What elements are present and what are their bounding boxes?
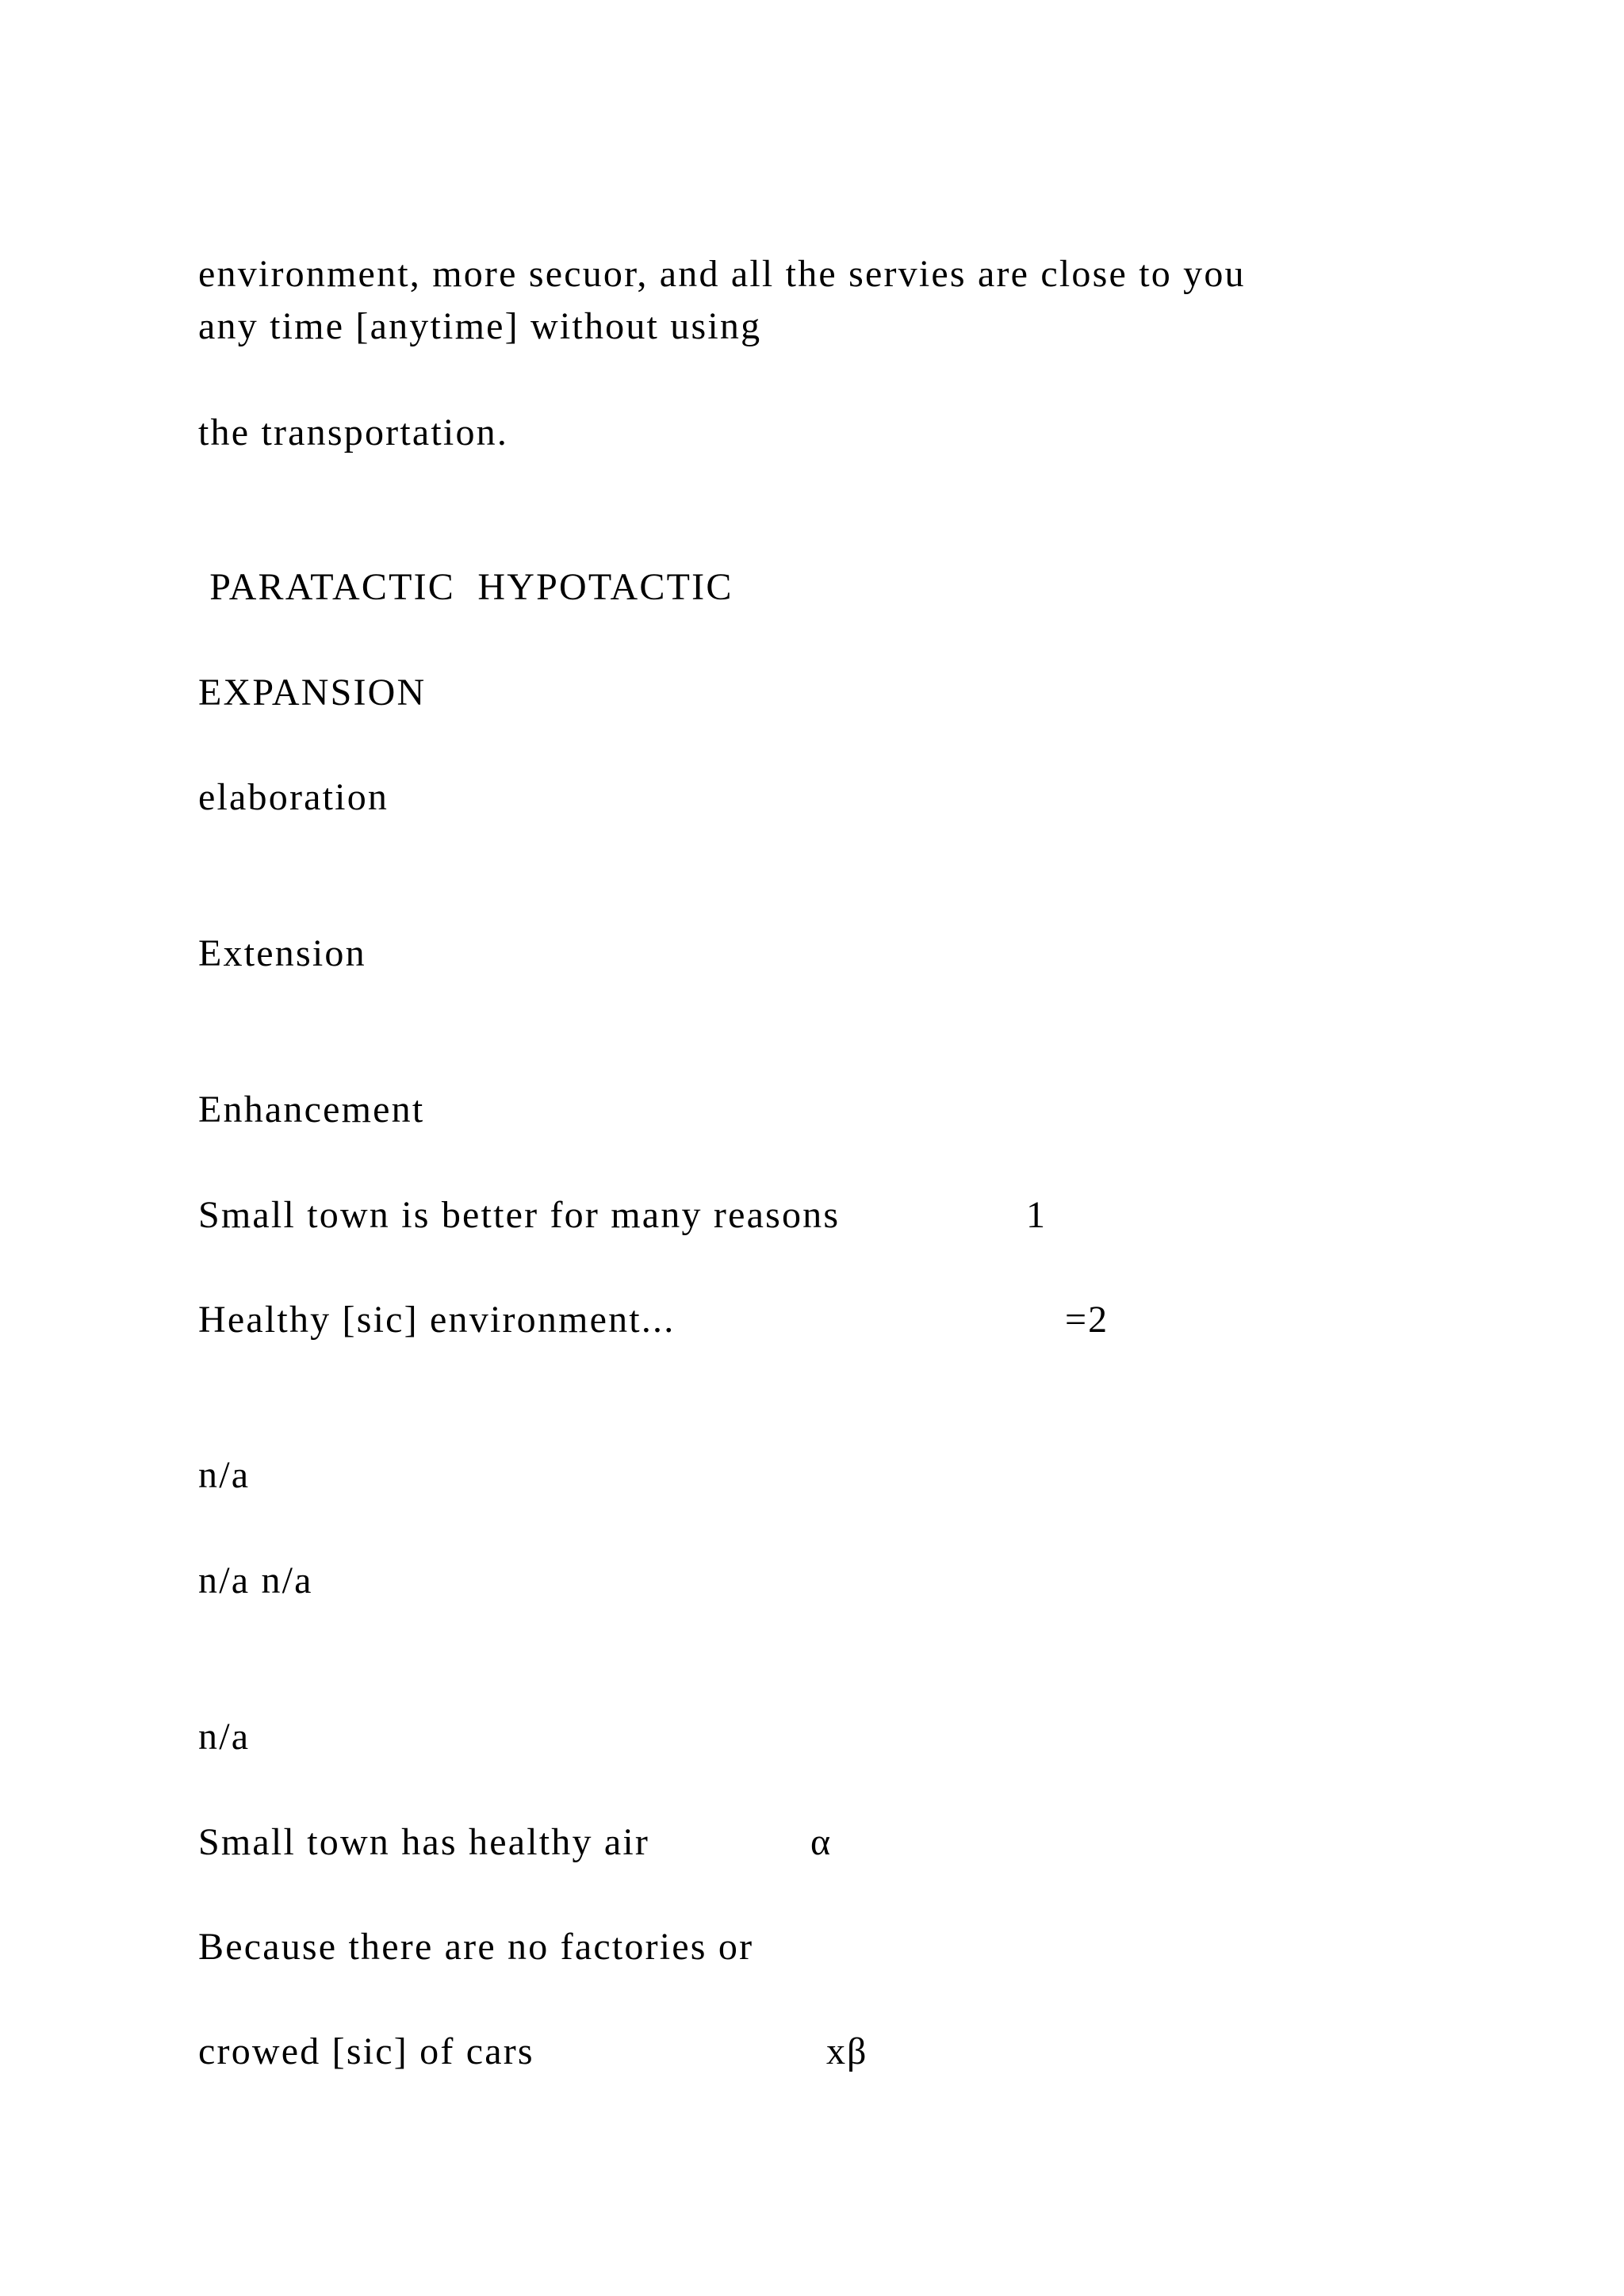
text-line: environment, more secuor, and all the servies are close to you (198, 253, 1246, 295)
section-heading: EXPANSION (198, 672, 427, 714)
clause-marker: xβ (826, 2030, 868, 2072)
text-line: any time [anytime] without using (198, 305, 762, 347)
text-line: Small town is better for many reasons (198, 1194, 841, 1236)
text-line: crowed [sic] of cars (198, 2030, 534, 2072)
text-line: Extension (198, 932, 366, 974)
clause-marker: α (810, 1821, 833, 1863)
text-line: the transportation. (198, 411, 509, 453)
text-line: elaboration (198, 776, 389, 818)
text-line: Healthy [sic] environment... (198, 1299, 676, 1341)
text-line: Because there are no factories or (198, 1926, 754, 1968)
text-line: Small town has healthy air (198, 1821, 650, 1863)
clause-marker: =2 (1065, 1299, 1109, 1341)
text-line: Enhancement (198, 1089, 425, 1131)
column-headings: PARATACTIC HYPOTACTIC (198, 566, 733, 608)
clause-marker: 1 (1026, 1194, 1047, 1236)
text-line: n/a (198, 1454, 251, 1496)
text-line: n/a (198, 1716, 251, 1758)
text-line: n/a n/a (198, 1559, 313, 1601)
